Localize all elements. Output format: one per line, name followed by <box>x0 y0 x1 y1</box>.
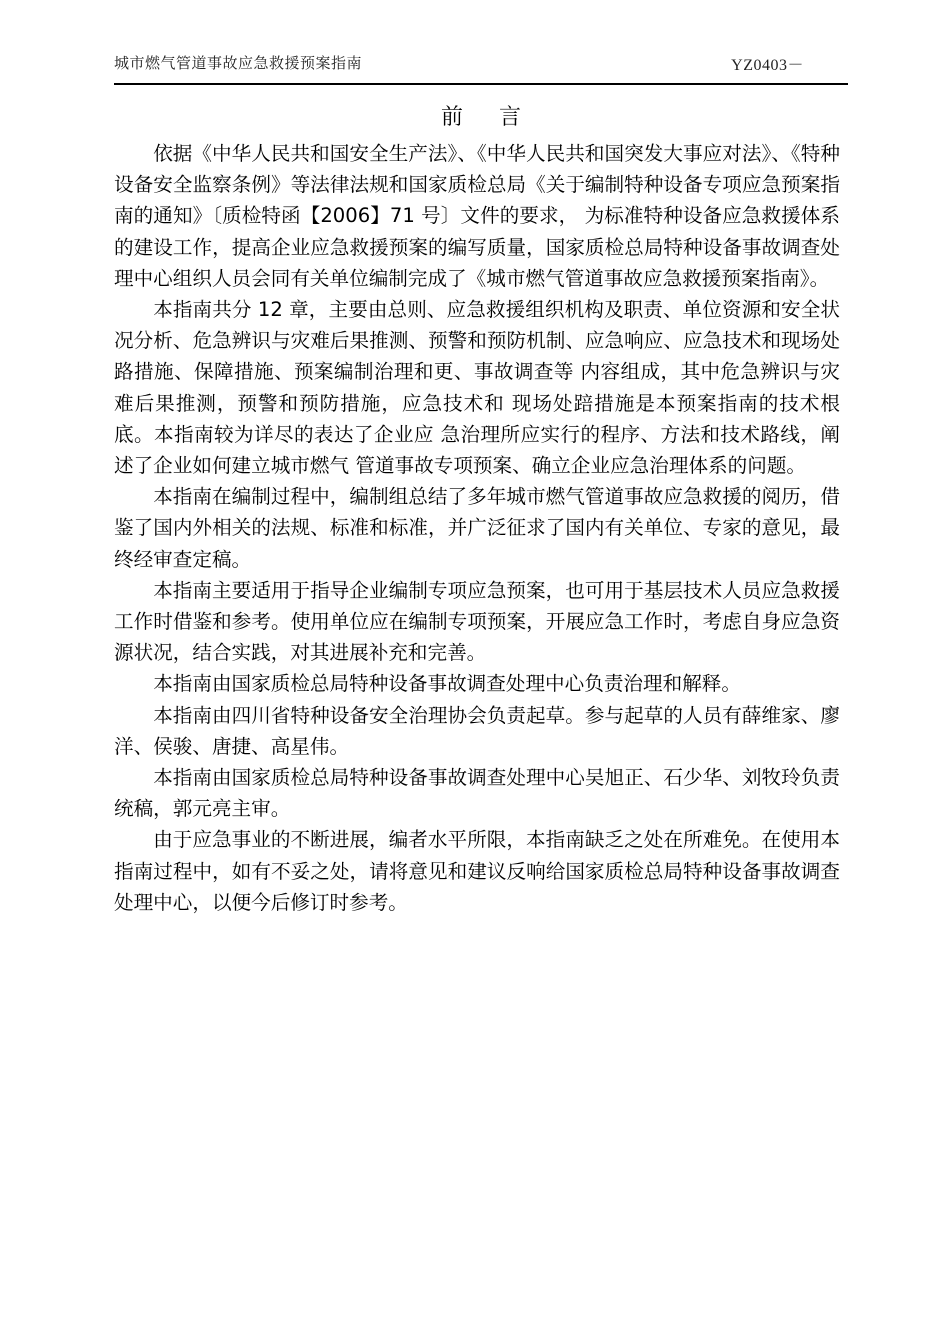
paragraph-interpretation: 本指南由国家质检总局特种设备事故调查处理中心负责治理和解释。 <box>153 672 741 696</box>
section-title: 前言 <box>440 105 557 130</box>
header-divider <box>114 83 848 85</box>
paragraph-basis: 依据《中华人民共和国安全生产法》、《中华人民共和国突发大事应对法》、《特种设备安全监察条例》等法律法规和国家质检总局《关于编制特种设备专项应急预案指南的通知》〔质检特函【2006】71 号〕文件的要求， 为标准特种设备应急救援体系的建设工作，提高企业应急救援预案的编写质量，国家质检总局特种设备事故调查处理中心组织人员会同有关单位编制完成了《城市燃气管道事故应急救援预案指南》。 <box>114 142 840 290</box>
page-header <box>114 52 848 82</box>
header-title: 城市燃气管道事故应急救援预案指南 <box>114 54 363 72</box>
paragraph-contents: 本指南共分 12 章，主要由总则、应急救援组织机构及职责、单位资源和安全状况分析、危急辨识与灾难后果推测、预警和预防机制、应急响应、应急技术和现场处路措施、保障措施、预案编制治理和更、事故调查等 内容组成，其中危急辨识与灾难后果推测，预警和预防措施，应急技术和 现场处踣措施是本预案指南的技术根底。本指南较为详尽的表达了企业应 急治理所应实行的程序、方法和技术路线，阐述了企业如何建立城市燃气 管道事故专项预案、确立企业应急治理体系的问题。 <box>114 298 840 478</box>
paragraph-compilation: 本指南在编制过程中，编制组总结了多年城市燃气管道事故应急救援的阅历，借鉴了国内外相关的法规、标准和标准，并广泛征求了国内有关单位、专家的意见，最终经审查定稿。 <box>114 485 840 571</box>
header-document-code: YZ0403－ <box>731 57 804 74</box>
paragraph-scope: 本指南主要适用于指导企业编制专项应急预案，也可用于基层技术人员应急救援工作时借鉴和参考。使用单位应在编制专项预案，开展应急工作时，考虑自身应急资源状况，结合实践，对其进展补充和完善。 <box>114 578 840 665</box>
paragraph-review: 本指南由国家质检总局特种设备事故调查处理中心吴旭正、石少华、刘牧玲负责统稿，郭元亮主审。 <box>114 766 840 821</box>
document-body <box>114 138 840 918</box>
paragraph-feedback: 由于应急事业的不断进展，编者水平所限，本指南缺乏之处在所难免。在使用本指南过程中，如有不妥之处，请将意见和建议反响给国家质检总局特种设备事故调查处理中心，以便今后修订时参考。 <box>114 828 840 914</box>
paragraph-drafting: 本指南由四川省特种设备安全治理协会负责起草。参与起草的人员有薛维家、廖洋、侯骏、唐捷、高星伟。 <box>114 703 840 758</box>
